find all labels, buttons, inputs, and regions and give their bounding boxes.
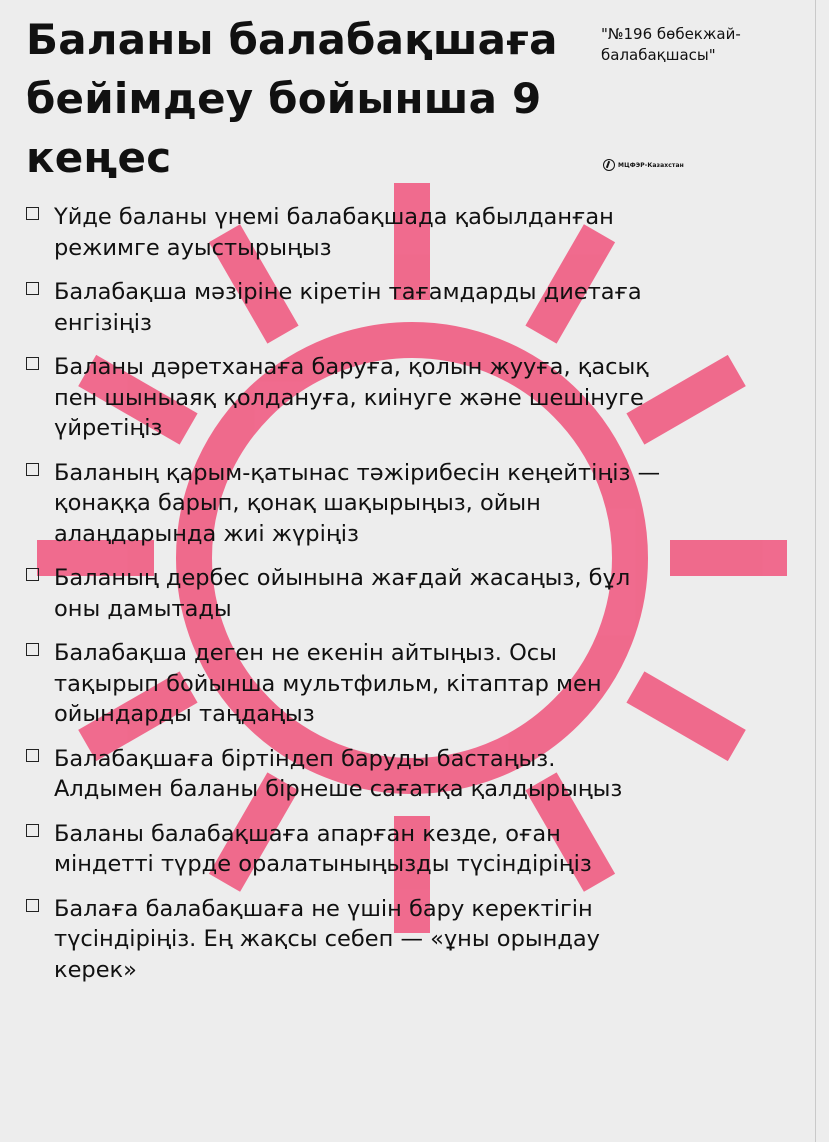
logo-icon: [603, 159, 615, 171]
organization-name: "№196 бөбекжай-балабақшасы": [601, 25, 741, 64]
tip-text: Балабақша деген не екенін айтыңыз. Осы тақырып бойынша мультфильм, кітаптар мен ойындарды таңдаңыз: [54, 640, 602, 727]
checkbox-icon[interactable]: [26, 749, 39, 762]
logo-text: МЦФЭР-Казахстан: [618, 161, 684, 169]
checkbox-icon[interactable]: [26, 463, 39, 476]
tip-text: Балаға балабақшаға не үшін бару керектігін түсіндіріңіз. Ең жақсы себеп — «ұны орындау керек»: [54, 895, 600, 983]
checkbox-icon[interactable]: [26, 824, 39, 837]
tip-item: [24, 277, 664, 338]
tip-item: [24, 744, 664, 805]
tip-item: [24, 563, 664, 624]
tip-item: [24, 458, 664, 550]
tip-item: [24, 894, 664, 986]
tip-text: Балабақша мәзіріне кіретін тағамдарды диетаға енгізіңіз: [54, 279, 642, 336]
checkbox-icon[interactable]: [26, 643, 39, 656]
tip-item: [24, 202, 664, 263]
publisher-logo: [603, 159, 684, 171]
checkbox-icon[interactable]: [26, 899, 39, 912]
checkbox-icon[interactable]: [26, 282, 39, 295]
tip-text: Үйде баланы үнемі балабақшада қабылданған режимге ауыстырыңыз: [54, 204, 614, 261]
page-title: Баланы балабақшаға бейімдеу бойынша 9 кеңес: [26, 15, 558, 182]
checkbox-icon[interactable]: [26, 568, 39, 581]
checkbox-icon[interactable]: [26, 357, 39, 370]
tip-item: [24, 638, 664, 730]
tip-text: Балабақшаға біртіндеп баруды бастаңыз. Алдымен баланы бірнеше сағатқа қалдырыңыз: [54, 745, 623, 802]
tip-text: Баланы балабақшаға апарған кезде, оған міндетті түрде оралатыныңызды түсіндіріңіз: [54, 820, 592, 877]
tip-item: [24, 352, 664, 444]
tip-text: Баланы дәретханаға баруға, қолын жууға, қасық пен шыныаяқ қолдануға, киінуге және шешінуге үйретіңіз: [54, 354, 649, 441]
tip-item: [24, 819, 664, 880]
tips-list: [24, 202, 664, 985]
checkbox-icon[interactable]: [26, 207, 39, 220]
tip-text: Баланың дербес ойынына жағдай жасаңыз, бұл оны дамытады: [54, 565, 631, 622]
tip-text: Баланың қарым-қатынас тәжірибесін кеңейтіңіз —қонаққа барып, қонақ шақырыңыз, ойын алаңдарында жиі жүріңіз: [54, 459, 661, 547]
